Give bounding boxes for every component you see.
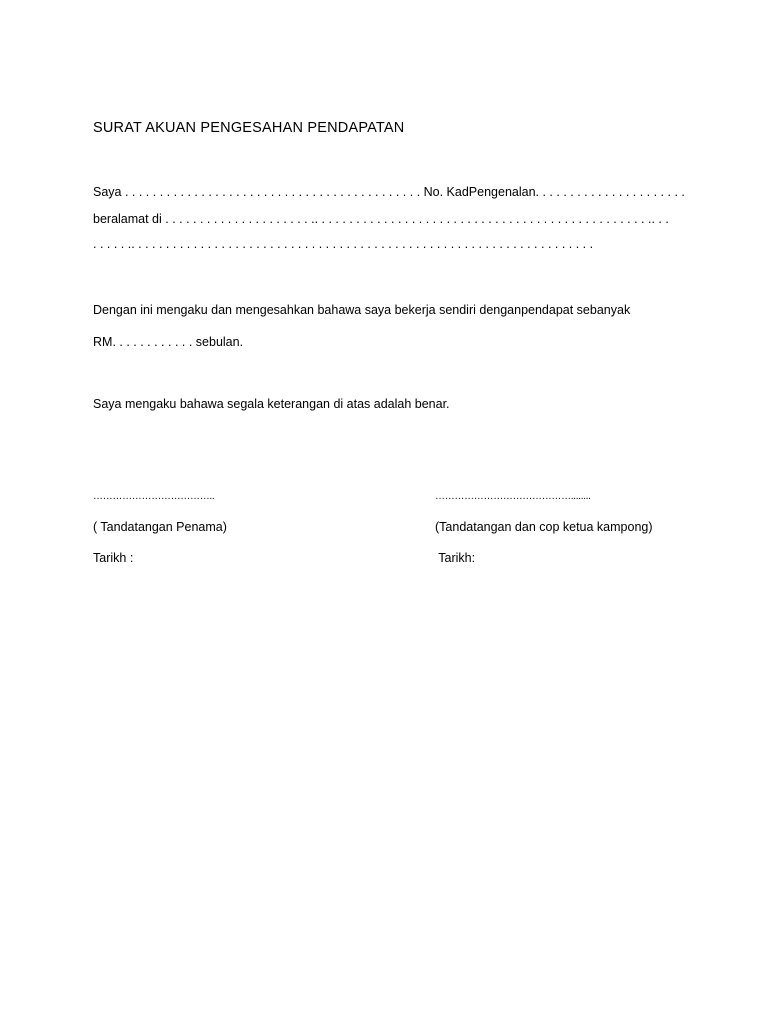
- income-amount-line: RM. . . . . . . . . . . . sebulan.: [93, 335, 244, 349]
- village-head-signature-label: (Tandatangan dan cop ketua kampong): [435, 520, 653, 534]
- document-title: SURAT AKUAN PENGESAHAN PENDAPATAN: [93, 120, 405, 136]
- village-head-date-label: Tarikh:: [435, 551, 476, 565]
- applicant-signature-label: ( Tandatangan Penama): [93, 520, 227, 534]
- applicant-date-label: Tarikh :: [93, 551, 134, 565]
- address-line: beralamat di . . . . . . . . . . . . . . . . . . . . . .. . . . . . . . . . . . . . . . . . . . . . . . . . . . . . . . . . . . . . . . . . . . . . . . .. . .: [93, 212, 669, 226]
- signature-line-village-head: ……………………………………........: [435, 491, 591, 502]
- name-ic-line: Saya . . . . . . . . . . . . . . . . . . . . . . . . . . . . . . . . . . . . . . . . . . . No. KadPengenalan. . . . . . . . . . . . . . . . . . . . . .: [93, 185, 685, 199]
- address-continuation-line: . . . . . .. . . . . . . . . . . . . . . . . . . . . . . . . . . . . . . . . . . . . . . . . . . . . . . . . . . . . . . . . . . . . . . . . . .: [93, 237, 594, 251]
- signature-line-applicant: ………………………………..: [93, 491, 215, 502]
- declaration-paragraph: Dengan ini mengaku dan mengesahkan bahawa saya bekerja sendiri denganpendapat sebanyak: [93, 303, 631, 317]
- truth-statement: Saya mengaku bahawa segala keterangan di atas adalah benar.: [93, 397, 450, 411]
